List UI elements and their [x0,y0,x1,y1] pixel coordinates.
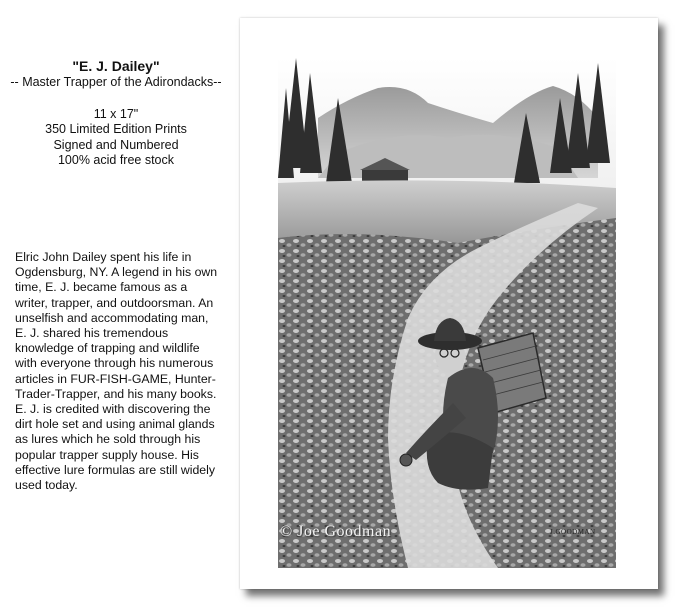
trapper-artwork [278,58,616,568]
product-subtitle: -- Master Trapper of the Adirondacks-- [10,75,222,89]
spec-size: 11 x 17" [93,106,139,121]
product-header [0,58,232,169]
product-description: Elric John Dailey spent his life in Ogdensburg, NY. A legend in his own time, E. J. became famous as a writer, trapper, and outdoorsman. An unselfish and accommodating man, E. J. shared his tremendous knowledge of trapping and wildlife with everyone through his numerous articles in FUR-FISH-GAME, Hunter-Trader-Trapper, and his many books. E. J. is credited with discovering the dirt hole set and using animal glands as lures which he sold through his popular trapper supply house. His effective lure formulas are still widely used today. [15,250,218,493]
copyright-watermark: © Joe Goodman [280,523,392,540]
artist-signature: J.GOODMAN [550,528,596,536]
spec-paper: 100% acid free stock [57,153,175,167]
product-title: "E. J. Dailey" [72,58,160,74]
artwork-print-card[interactable] [240,18,658,589]
spec-signed: Signed and Numbered [53,137,179,152]
spec-edition: 350 Limited Edition Prints [45,122,187,136]
product-info [0,0,232,616]
